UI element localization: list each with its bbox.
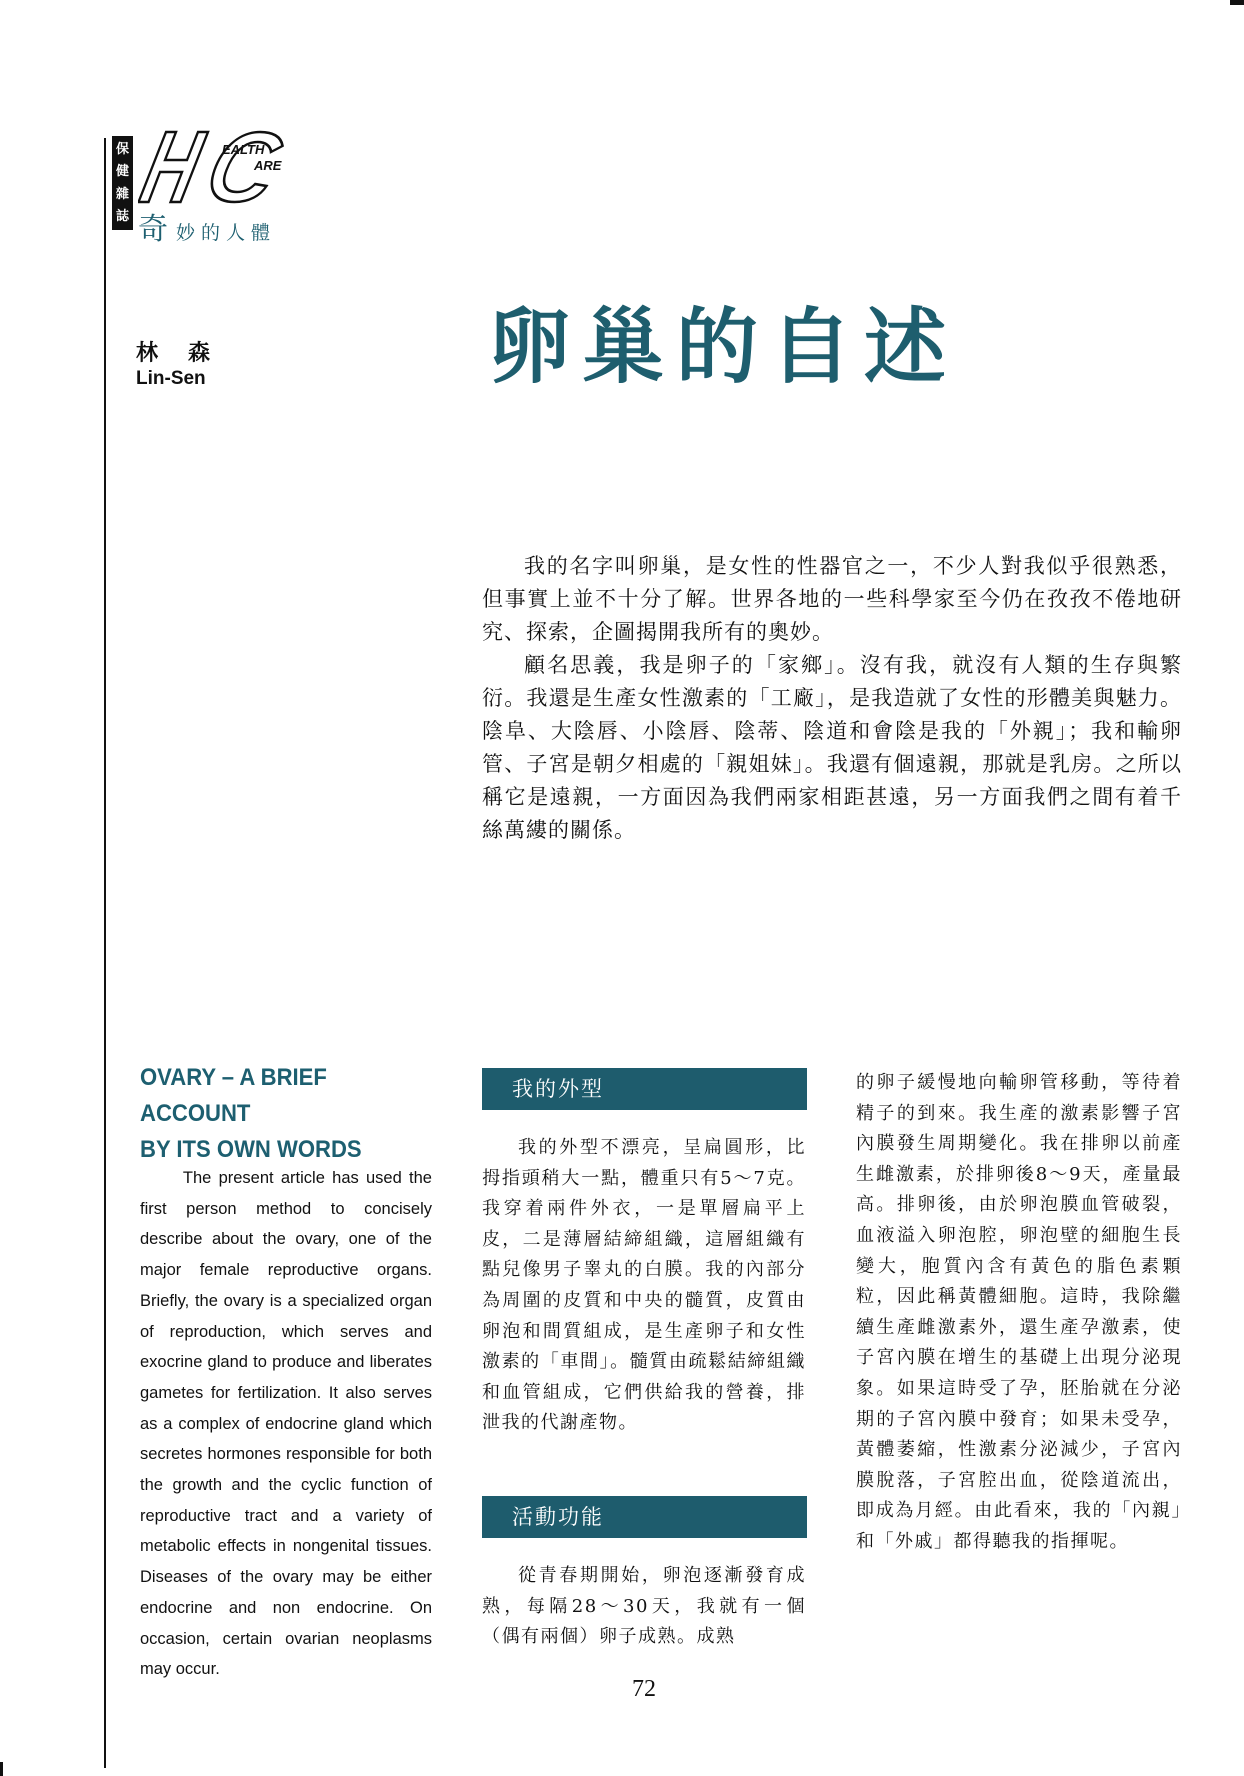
healthcare-logo xyxy=(138,124,308,208)
author-chinese: 林森 xyxy=(136,341,241,366)
article-title: 卵巢的自述 xyxy=(488,299,959,395)
crop-mark-bottom xyxy=(0,1762,3,1776)
continued-paragraph: 的卵子緩慢地向輸卵管移動，等待着精子的到來。我生產的激素影響子宮內膜發生周期變化。我在排卵以前產生雌激素，於排卵後8～9天，產量最高。排卵後，由於卵泡膜血管破裂，血液溢入卵泡腔，卵泡壁的細胞生長變大，胞質內含有黃色的脂色素顆粒，因此稱黃體細胞。這時，我除繼續生產雌激素外，還生產孕激素，使子宮內膜在增生的基礎上出現分泌現象。如果這時受了孕，胚胎就在分泌期的子宮內膜中發育；如果未受孕，黃體萎縮，性激素分泌減少，子宮內膜脫落，子宮腔出血，從陰道流出，即成為月經。由此看來，我的「內親」和「外戚」都得聽我的指揮呢。 xyxy=(856,1072,1182,1552)
english-abstract-text: The present article has used the first person method to concisely describe about the ovary, one of the major female reproductive organs. Briefly, the ovary is a specialized organ of reproduction, which serves and exocrine gland to produce and liberates gametes for fertilization. It also serves as a complex of endocrine gland which secretes hormones responsible for both the growth and the cyclic function of reproductive tract and a variety of metabolic effects in nongenital tissues. Diseases of the ovary may be either endocrine and non endocrine. On occasion, certain ovarian neoplasms may occur. xyxy=(140,1169,432,1679)
magazine-tag-char: 健 xyxy=(115,164,129,180)
section-body-appearance xyxy=(482,1133,806,1439)
logo-small-bottom: ARE xyxy=(254,158,282,173)
section-paragraph: 我的外型不漂亮，呈扁圓形，比拇指頭稍大一點，體重只有5～7克。我穿着兩件外衣，一是單層扁平上皮，二是薄層結締組織，這層組織有點兒像男子睾丸的白膜。我的內部分為周圍的皮質和中央的髓質，皮質由卵泡和間質組成，是生產卵子和女性激素的「車間」。髓質由疏鬆結締組織和血管組成，它們供給我的營養，排泄我的代謝產物。 xyxy=(482,1137,806,1434)
section-label-first-char: 奇 xyxy=(138,212,168,247)
english-title-line: OVARY – A BRIEF ACCOUNT xyxy=(140,1064,327,1127)
magazine-tag-char: 雜 xyxy=(115,186,129,202)
section-paragraph: 從青春期開始，卵泡逐漸發育成熟，每隔28～30天，我就有一個（偶有兩個）卵子成熟。成熟 xyxy=(482,1565,806,1648)
author-english: Lin-Sen xyxy=(136,368,206,389)
logo-small-top: EALTH xyxy=(222,142,265,157)
section-heading-function: 活動功能 xyxy=(482,1496,807,1538)
left-margin-rule xyxy=(104,138,106,1768)
section-label xyxy=(138,204,276,248)
intro-text xyxy=(482,550,1182,847)
page-number: 72 xyxy=(632,1676,656,1702)
english-title-line: BY ITS OWN WORDS xyxy=(140,1136,362,1163)
magazine-tag-char: 誌 xyxy=(115,209,129,225)
magazine-tag-char: 保 xyxy=(115,141,129,157)
section-heading-appearance: 我的外型 xyxy=(482,1068,807,1110)
column-three-text xyxy=(856,1068,1182,1558)
intro-paragraph: 顧名思義，我是卵子的「家鄉」。沒有我，就沒有人類的生存與繁衍。我還是生產女性激素的「工廠」，是我造就了女性的形體美與魅力。陰阜、大陰唇、小陰唇、陰蒂、陰道和會陰是我的「外親」；我和輸卵管、子宮是朝夕相處的「親姐妹」。我還有個遠親，那就是乳房。之所以稱它是遠親，一方面因為我們兩家相距甚遠，另一方面我們之間有着千絲萬縷的關係。 xyxy=(482,653,1182,842)
english-title xyxy=(140,1060,407,1168)
crop-mark-top xyxy=(1230,0,1244,5)
english-abstract xyxy=(140,1163,432,1685)
section-label-rest: 妙的人體 xyxy=(176,222,277,244)
section-body-function xyxy=(482,1561,806,1653)
magazine-tag xyxy=(112,136,133,230)
intro-paragraph: 我的名字叫卵巢，是女性的性器官之一，不少人對我似乎很熟悉，但事實上並不十分了解。世界各地的一些科學家至今仍在孜孜不倦地研究、探索，企圖揭開我所有的奧妙。 xyxy=(482,554,1182,644)
